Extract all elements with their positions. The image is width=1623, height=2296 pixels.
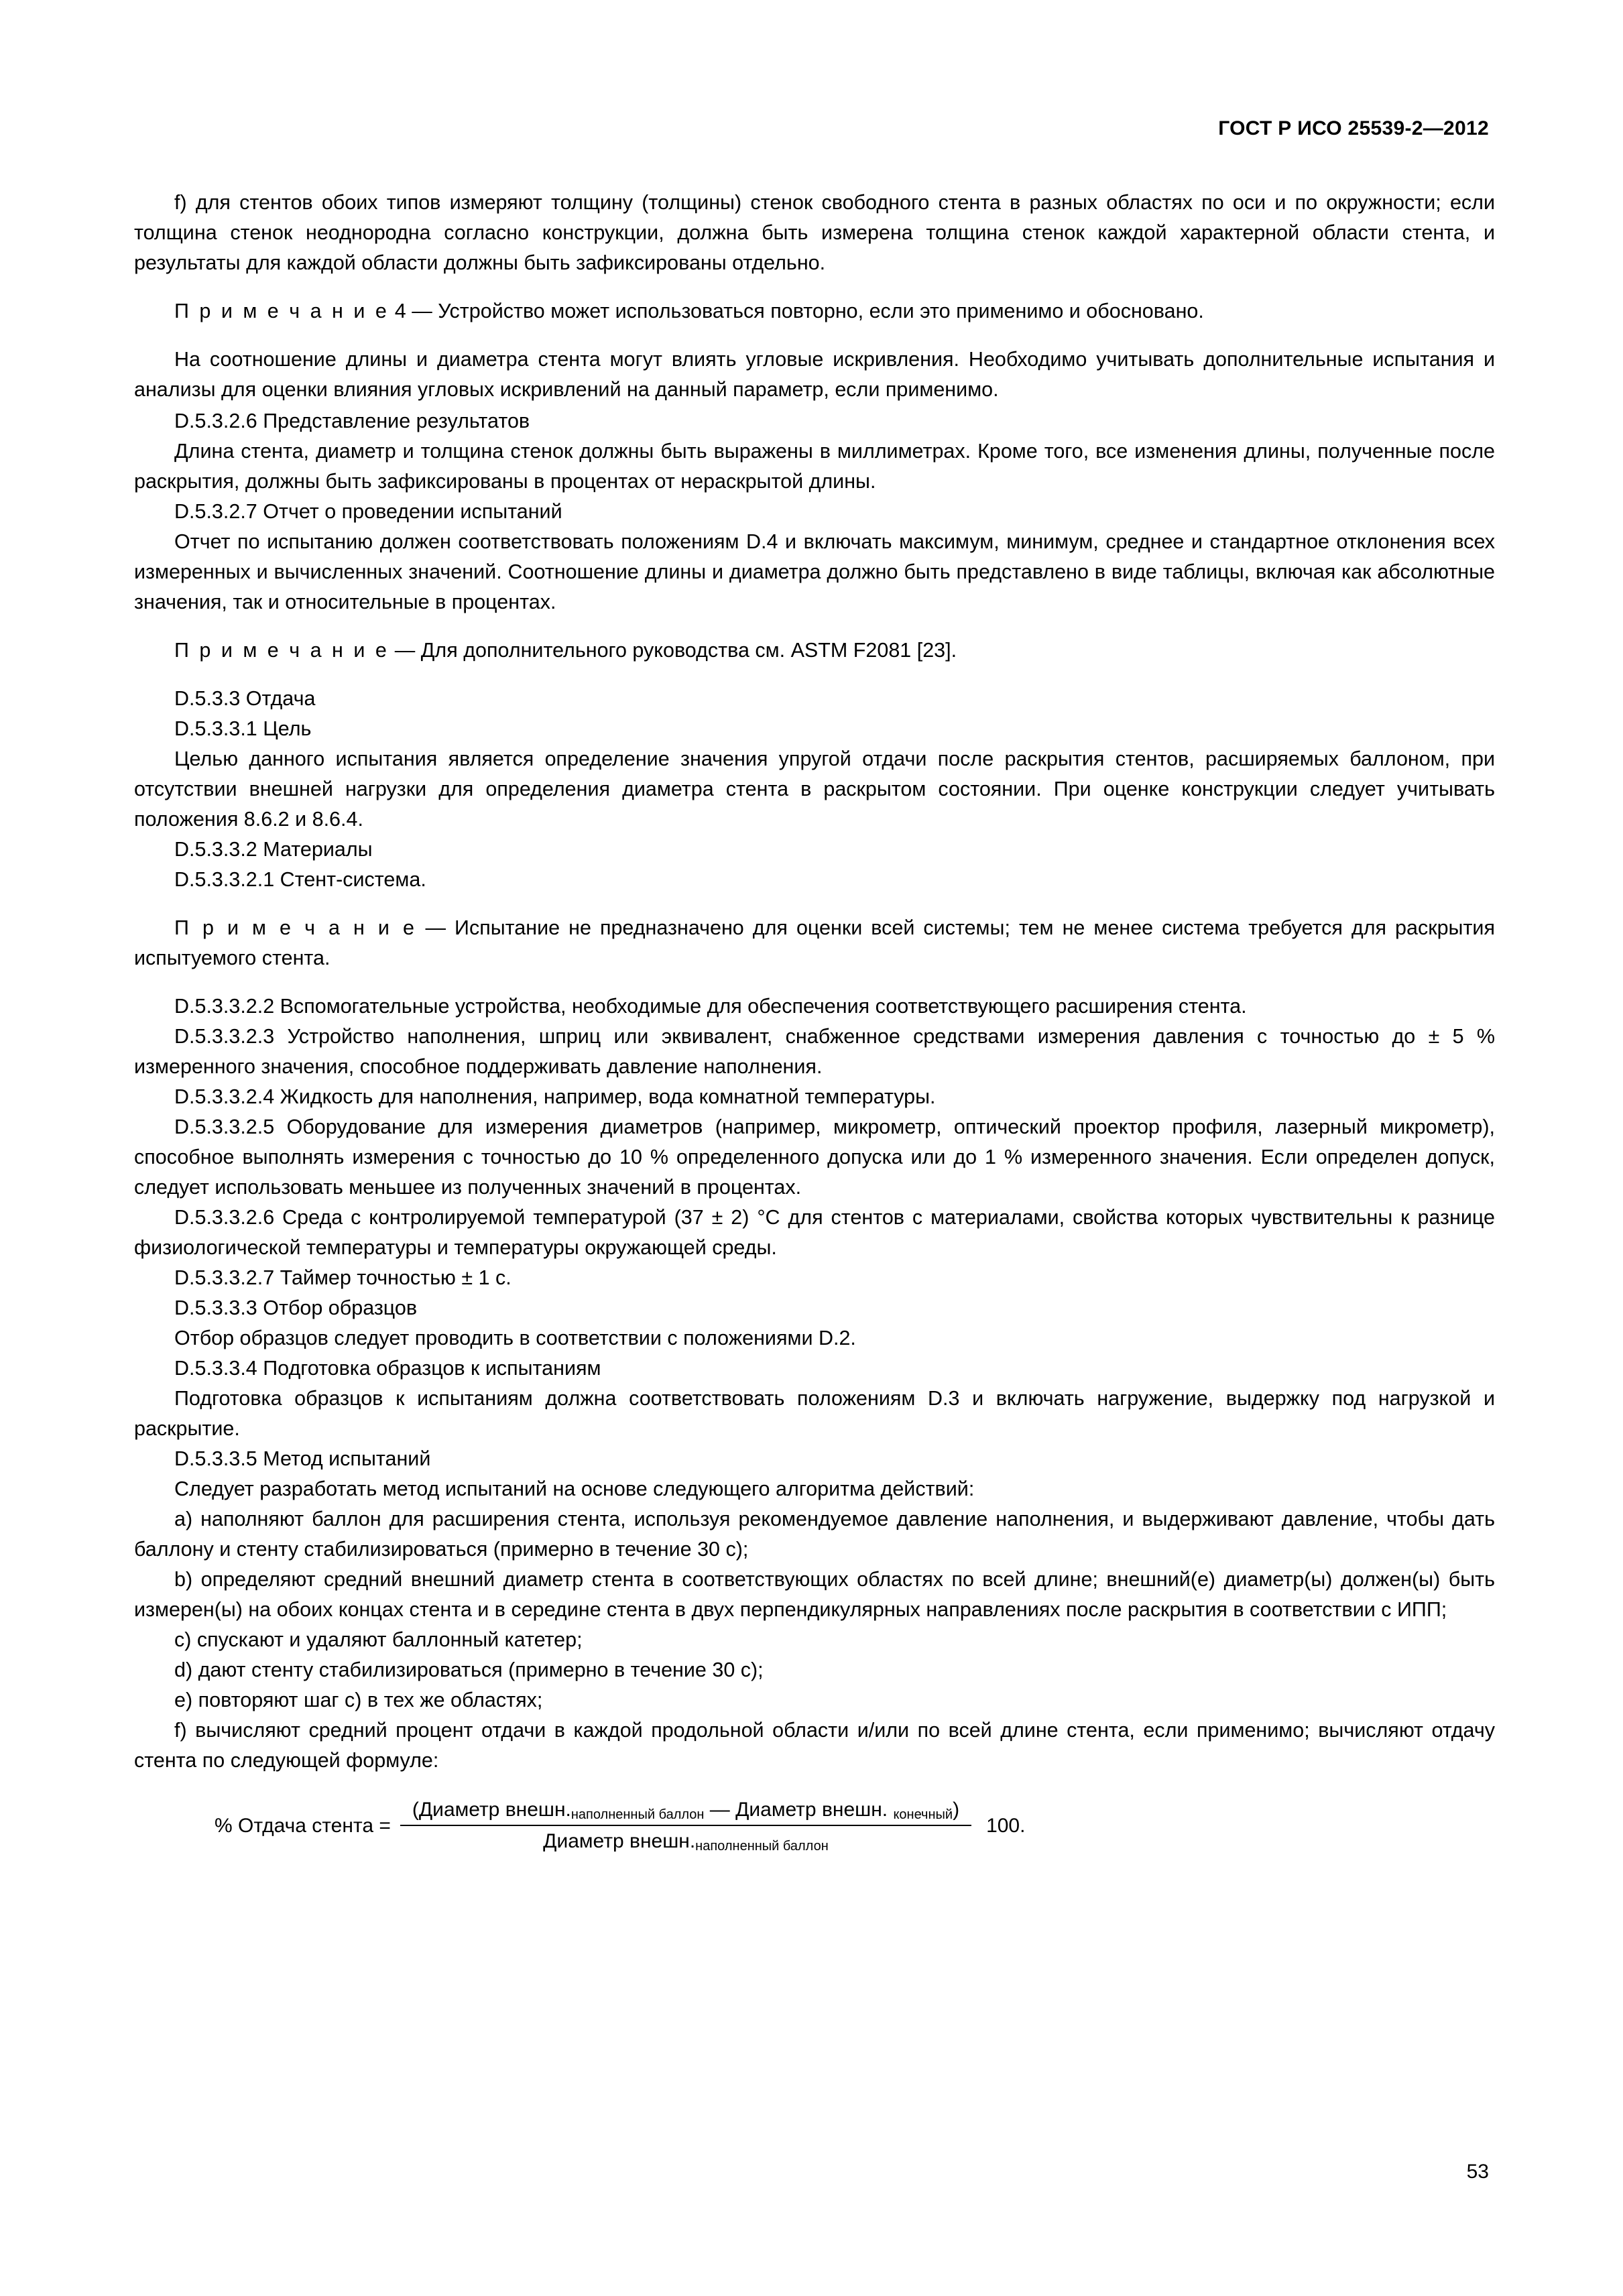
- heading-d5334: D.5.3.3.4 Подготовка образцов к испытаниям: [174, 1357, 601, 1380]
- heading-d53226: D.5.3.2.6 Представление результатов: [174, 410, 530, 432]
- formula-right-side: 100.: [986, 1814, 1026, 1837]
- paragraph-test-report: Отчет по испытанию должен соответствовать положениям D.4 и включать максимум, минимум, среднее и стандартное отклонения всех измеренных и вычисленных значений. Соотношение длины и диаметра должно быть представлено в виде таблицы, включая как абсолютные значения, так и относительные в процентах.: [134, 530, 1495, 613]
- formula-denominator: [531, 1826, 841, 1853]
- formula-numerator-sub1: наполненный баллон: [570, 1807, 705, 1822]
- formula-fraction: [400, 1799, 971, 1853]
- heading-d5331: D.5.3.3.1 Цель: [174, 717, 312, 740]
- note-6-text: — Испытание не предназначено для оценки всей системы; тем не менее система требуется для раскрытия испытуемого стента.: [134, 916, 1495, 969]
- heading-d5332: D.5.3.3.2 Материалы: [174, 838, 373, 861]
- list-item-d: d) дают стенту стабилизироваться (примерно в течение 30 с);: [174, 1658, 764, 1681]
- note-4-text: 4 — Устройство может использоваться повторно, если это применимо и обосновано.: [389, 300, 1204, 322]
- list-item-c: c) спускают и удаляют баллонный катетер;: [174, 1628, 583, 1651]
- note-5-text: — Для дополнительного руководства см. ASTM F2081 [23].: [389, 639, 957, 662]
- paragraph-d53322: D.5.3.3.2.2 Вспомогательные устройства, необходимые для обеспечения соответствующего расширения стента.: [174, 995, 1247, 1018]
- note-6-label: П р и м е ч а н и е: [174, 916, 417, 939]
- formula-denominator-part1: Диаметр внешн.: [543, 1830, 696, 1852]
- list-item-e: e) повторяют шаг c) в тех же областях;: [174, 1689, 543, 1711]
- note-5-label: П р и м е ч а н и е: [174, 639, 389, 662]
- recoil-formula: [134, 1799, 1495, 1853]
- paragraph-angular-curvature: На соотношение длины и диаметра стента могут влиять угловые искривления. Необходимо учитывать дополнительные испытания и анализы для оценки влияния угловых искривлений на данный параметр, если применимо.: [134, 348, 1495, 401]
- formula-left-side: % Отдача стента =: [215, 1814, 391, 1837]
- paragraph-d53325: D.5.3.3.2.5 Оборудование для измерения диаметров (например, микрометр, оптический проектор профиля, лазерный микрометр), способное выполнять измерения с точностью до 10 % определенного допуска или до 1 % измеренного значения. Если определен допуск, следует использовать меньшее из полученных значений в процентах.: [134, 1115, 1495, 1199]
- paragraph-f-wall-thickness: f) для стентов обоих типов измеряют толщину (толщины) стенок свободного стента в разных областях по оси и по окружности; если толщина стенок неоднородна согласно конструкции, должна быть измерена толщина стенок каждой характерной области стента, и результаты для каждой области должны быть зафиксированы отдельно.: [134, 191, 1495, 274]
- heading-d53227: D.5.3.2.7 Отчет о проведении испытаний: [174, 500, 562, 523]
- formula-denominator-sub1: наполненный баллон: [695, 1839, 829, 1854]
- paragraph-purpose: Целью данного испытания является определение значения упругой отдачи после раскрытия стентов, расширяемых баллоном, при отсутствии внешней нагрузки для определения диаметра стента в раскрытом состоянии. При оценке конструкции следует учитывать положения 8.6.2 и 8.6.4.: [134, 747, 1495, 831]
- page-header-standard-id: ГОСТ Р ИСО 25539-2—2012: [1218, 117, 1489, 139]
- formula-numerator-part1: (Диаметр внешн.: [412, 1799, 571, 1821]
- list-item-a: a) наполняют баллон для расширения стента, используя рекомендуемое давление наполнения, и выдерживают давление, чтобы дать баллону и стенту стабилизироваться (примерно в течение 30 с);: [134, 1508, 1495, 1561]
- formula-numerator-sub2: конечный: [893, 1807, 953, 1822]
- heading-d5333: D.5.3.3.3 Отбор образцов: [174, 1296, 418, 1319]
- note-4: [134, 296, 1495, 326]
- paragraph-d53324: D.5.3.3.2.4 Жидкость для наполнения, например, вода комнатной температуры.: [174, 1085, 936, 1108]
- formula-numerator: [400, 1799, 971, 1825]
- list-item-b: b) определяют средний внешний диаметр стента в соответствующих областях по всей длине; внешний(е) диаметр(ы) должен(ы) быть измерен(ы) на обоих концах стента и в середине стента в двух перпендикулярных направлениях после раскрытия в соответствии с ИПП;: [134, 1568, 1495, 1621]
- formula-numerator-part3: ): [953, 1799, 960, 1821]
- page-number: 53: [1466, 2161, 1489, 2183]
- formula-numerator-part2: — Диаметр внешн.: [704, 1799, 894, 1821]
- paragraph-sampling: Отбор образцов следует проводить в соответствии с положениями D.2.: [174, 1327, 856, 1349]
- paragraph-sample-preparation: Подготовка образцов к испытаниям должна соответствовать положениям D.3 и включать нагружение, выдержку под нагрузкой и раскрытие.: [134, 1387, 1495, 1440]
- heading-d5335: D.5.3.3.5 Метод испытаний: [174, 1447, 431, 1470]
- note-5: [134, 636, 1495, 666]
- paragraph-d53327: D.5.3.3.2.7 Таймер точностью ± 1 с.: [174, 1266, 512, 1289]
- paragraph-d53323: D.5.3.3.2.3 Устройство наполнения, шприц или эквивалент, снабженное средствами измерения давления с точностью до ± 5 % измеренного значения, способное поддерживать давление наполнения.: [134, 1025, 1495, 1078]
- paragraph-d53326: D.5.3.3.2.6 Среда с контролируемой температурой (37 ± 2) °C для стентов с материалами, свойства которых чувствительны к разнице физиологической температуры и температуры окружающей среды.: [134, 1206, 1495, 1259]
- paragraph-method-intro: Следует разработать метод испытаний на основе следующего алгоритма действий:: [174, 1477, 975, 1500]
- paragraph-results-presentation: Длина стента, диаметр и толщина стенок должны быть выражены в миллиметрах. Кроме того, все изменения длины, полученные после раскрытия, должны быть зафиксированы в процентах от нераскрытой длины.: [134, 440, 1495, 493]
- page-content: [134, 188, 1495, 1853]
- list-item-f: f) вычисляют средний процент отдачи в каждой продольной области и/или по всей длине стента, если применимо; вычисляют отдачу стента по следующей формуле:: [134, 1719, 1495, 1772]
- heading-d533: D.5.3.3 Отдача: [174, 687, 316, 710]
- note-4-label: П р и м е ч а н и е: [174, 300, 389, 322]
- note-6: [134, 913, 1495, 973]
- heading-d53321: D.5.3.3.2.1 Стент-система.: [174, 868, 426, 891]
